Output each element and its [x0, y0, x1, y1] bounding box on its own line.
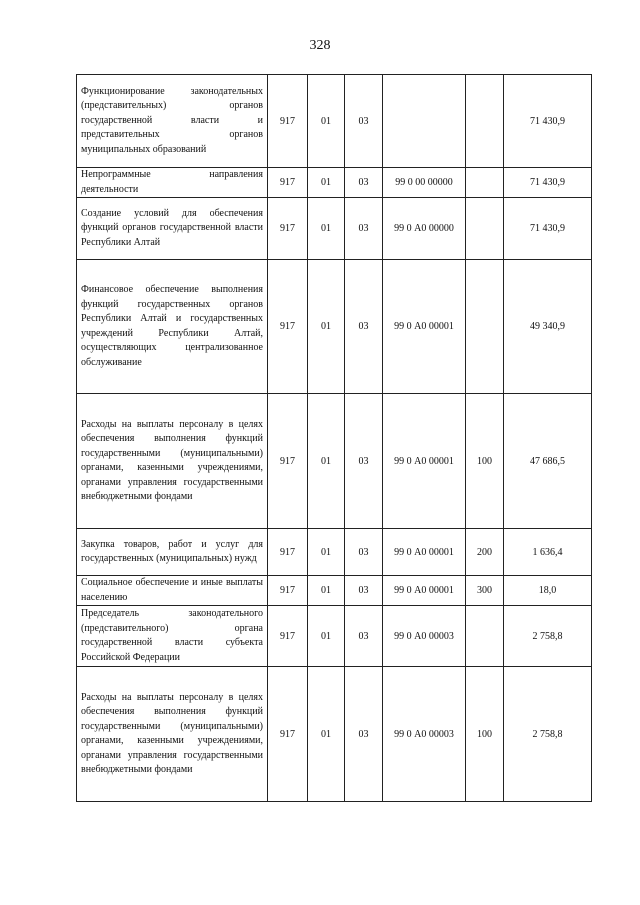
- grbs-cell: 917: [268, 667, 308, 802]
- csr-cell: 99 0 А0 00001: [383, 576, 466, 606]
- pr-cell: 03: [345, 576, 383, 606]
- table-row: [77, 168, 592, 198]
- grbs-cell: 917: [268, 576, 308, 606]
- table-row: [77, 576, 592, 606]
- grbs-cell: 917: [268, 394, 308, 529]
- vr-cell: 100: [466, 394, 504, 529]
- vr-cell: 200: [466, 529, 504, 576]
- vr-cell: [466, 606, 504, 667]
- rz-cell: 01: [308, 394, 345, 529]
- pr-cell: 03: [345, 168, 383, 198]
- csr-cell: 99 0 А0 00003: [383, 606, 466, 667]
- table-row: [77, 394, 592, 529]
- page-number: 328: [309, 38, 331, 53]
- csr-cell: 99 0 А0 00000: [383, 198, 466, 260]
- rz-cell: 01: [308, 198, 345, 260]
- grbs-cell: 917: [268, 168, 308, 198]
- rz-cell: 01: [308, 168, 345, 198]
- sum-cell: 47 686,5: [504, 394, 592, 529]
- rz-cell: 01: [308, 667, 345, 802]
- pr-cell: 03: [345, 260, 383, 394]
- row-name: Расходы на выплаты персоналу в целях обеспечения выполнения функций государственными (муниципальными) органами, казенными учреждениями, органами управления государственными внебюджетными фондами: [77, 667, 268, 802]
- sum-cell: 49 340,9: [504, 260, 592, 394]
- sum-cell: 2 758,8: [504, 667, 592, 802]
- row-name: Функционирование законодательных (представительных) органов государственной власти и представительных органов муниципальных образований: [77, 75, 268, 168]
- rz-cell: 01: [308, 576, 345, 606]
- table-row: [77, 260, 592, 394]
- sum-cell: 18,0: [504, 576, 592, 606]
- row-name: Расходы на выплаты персоналу в целях обеспечения выполнения функций государственными (муниципальными) органами, казенными учреждениями, органами управления государственными внебюджетными фондами: [77, 394, 268, 529]
- csr-cell: 99 0 А0 00001: [383, 394, 466, 529]
- row-name: Финансовое обеспечение выполнения функций государственных органов Республики Алтай и государственных учреждений Республики Алтай, осуществляющих централизованное обслуживание: [77, 260, 268, 394]
- pr-cell: 03: [345, 667, 383, 802]
- row-name: Председатель законодательного (представительного) органа государственной власти субъекта Российской Федерации: [77, 606, 268, 667]
- table-row: [77, 198, 592, 260]
- row-name: Создание условий для обеспечения функций органов государственной власти Республики Алтай: [77, 198, 268, 260]
- vr-cell: 100: [466, 667, 504, 802]
- grbs-cell: 917: [268, 75, 308, 168]
- row-name: Непрограммные направления деятельности: [77, 168, 268, 198]
- grbs-cell: 917: [268, 198, 308, 260]
- vr-cell: [466, 168, 504, 198]
- grbs-cell: 917: [268, 606, 308, 667]
- csr-cell: 99 0 А0 00003: [383, 667, 466, 802]
- rz-cell: 01: [308, 529, 345, 576]
- vr-cell: 300: [466, 576, 504, 606]
- csr-cell: 99 0 00 00000: [383, 168, 466, 198]
- budget-table: [76, 74, 592, 802]
- sum-cell: 1 636,4: [504, 529, 592, 576]
- pr-cell: 03: [345, 75, 383, 168]
- row-name: Закупка товаров, работ и услуг для государственных (муниципальных) нужд: [77, 529, 268, 576]
- csr-cell: 99 0 А0 00001: [383, 529, 466, 576]
- grbs-cell: 917: [268, 260, 308, 394]
- vr-cell: [466, 75, 504, 168]
- table-row: [77, 667, 592, 802]
- sum-cell: 71 430,9: [504, 198, 592, 260]
- row-name: Социальное обеспечение и иные выплаты населению: [77, 576, 268, 606]
- pr-cell: 03: [345, 606, 383, 667]
- sum-cell: 71 430,9: [504, 168, 592, 198]
- rz-cell: 01: [308, 260, 345, 394]
- sum-cell: 71 430,9: [504, 75, 592, 168]
- table-row: [77, 529, 592, 576]
- vr-cell: [466, 198, 504, 260]
- rz-cell: 01: [308, 606, 345, 667]
- sum-cell: 2 758,8: [504, 606, 592, 667]
- csr-cell: [383, 75, 466, 168]
- pr-cell: 03: [345, 394, 383, 529]
- pr-cell: 03: [345, 198, 383, 260]
- table-row: [77, 75, 592, 168]
- csr-cell: 99 0 А0 00001: [383, 260, 466, 394]
- pr-cell: 03: [345, 529, 383, 576]
- table-row: [77, 606, 592, 667]
- grbs-cell: 917: [268, 529, 308, 576]
- vr-cell: [466, 260, 504, 394]
- rz-cell: 01: [308, 75, 345, 168]
